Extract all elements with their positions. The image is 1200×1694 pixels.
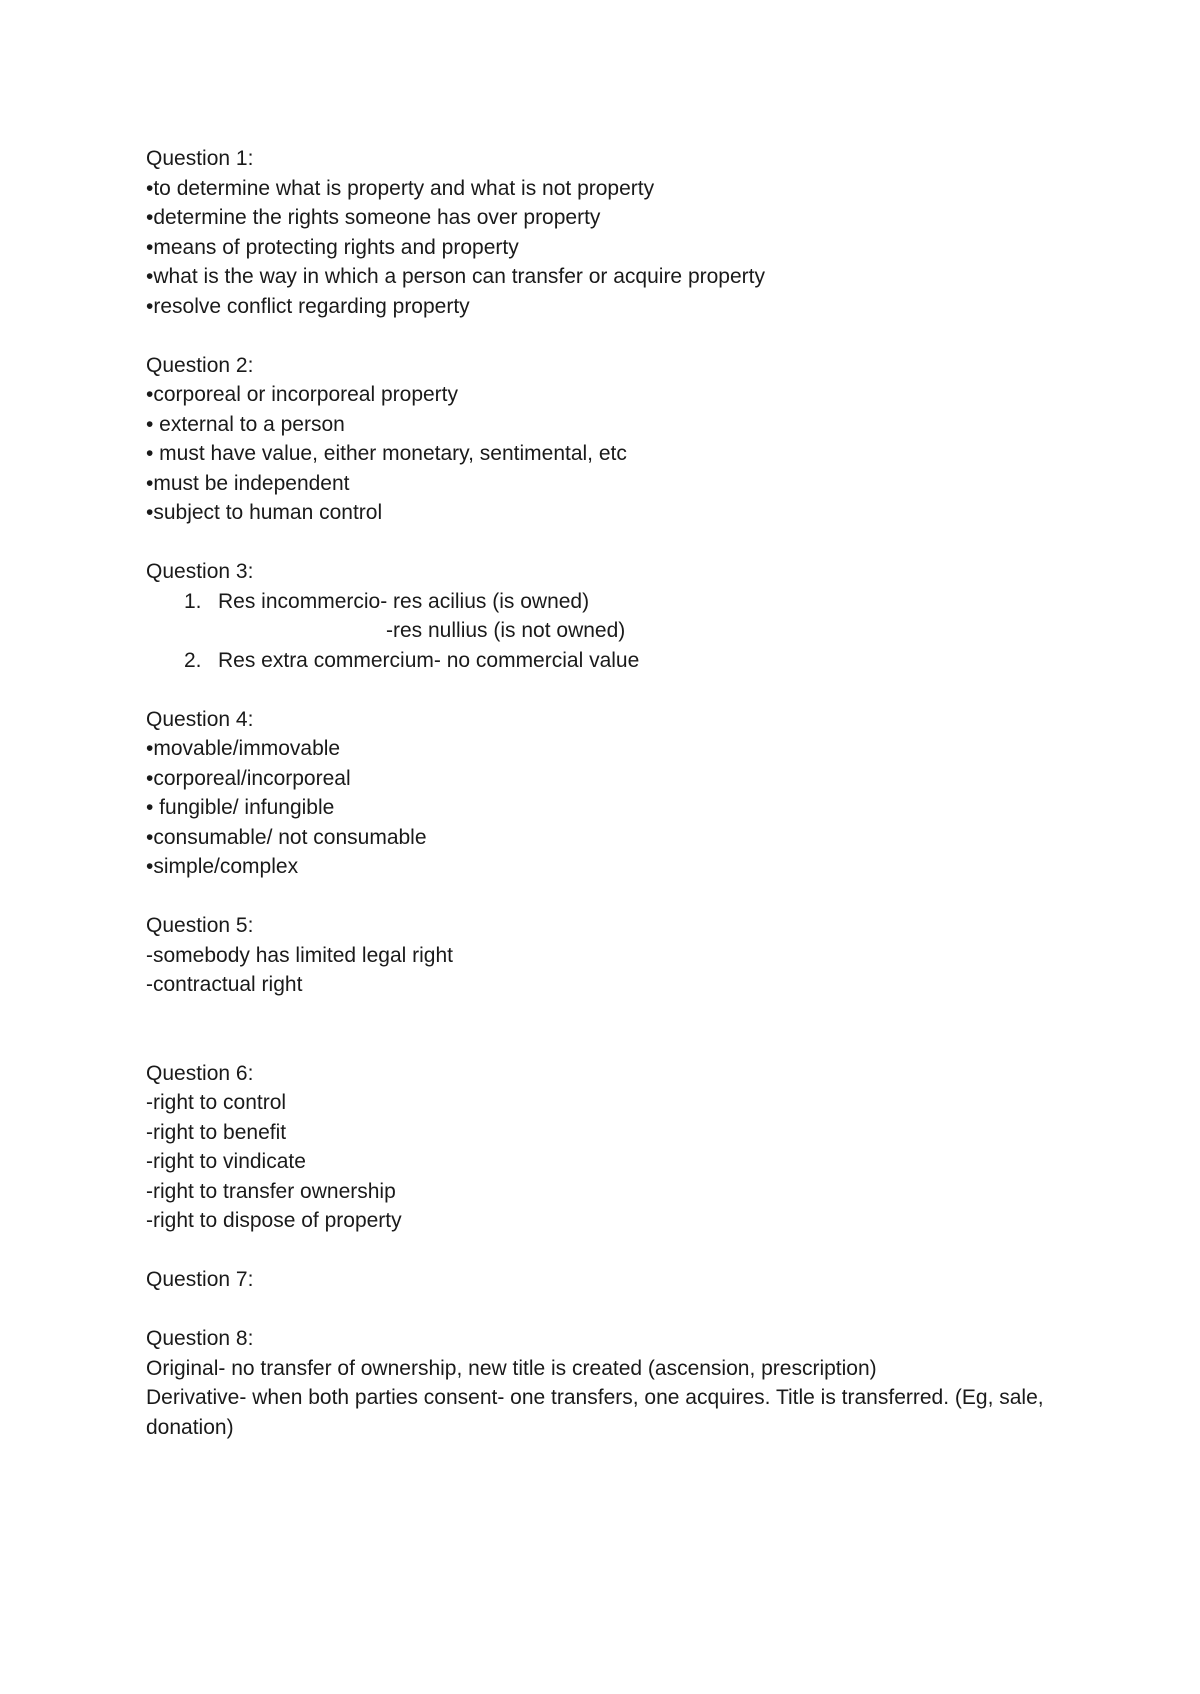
document-body [146,144,1066,1442]
question-4-section [146,705,1066,882]
item-text: Res extra commercium- no commercial value [218,648,640,672]
question-5-title: Question 5: [146,914,254,937]
question-1-title: Question 1: [146,147,254,170]
numbered-item [146,587,1066,617]
question-8-section [146,1324,1066,1442]
list-item: •consumable/ not consumable [146,825,427,849]
spacer [146,1295,1066,1325]
list-item: -right to control [146,1091,287,1114]
spacer [146,675,1066,705]
spacer [146,528,1066,558]
question-1-section [146,144,1066,321]
list-item: •corporeal or incorporeal property [146,383,459,406]
numbered-item-continuation: -res nullius (is not owned) [386,619,626,642]
list-item: • must have value, either monetary, sentimental, etc [146,442,627,465]
list-item: -right to vindicate [146,1150,306,1173]
question-3-section [146,557,1066,675]
question-5-section [146,911,1066,1000]
list-item: •simple/complex [146,855,299,878]
spacer [146,321,1066,351]
question-2-title: Question 2: [146,353,254,377]
list-item: •means of protecting rights and property [146,235,519,259]
question-4-title: Question 4: [146,707,254,731]
list-item: • fungible/ infungible [146,796,335,819]
question-8-title: Question 8: [146,1327,254,1350]
item-number: 2. [184,648,202,672]
question-3-title: Question 3: [146,560,254,583]
paragraph-derivative: Derivative- when both parties consent- one transfers, one acquires. Title is transferred. (Eg, sale, donation) [146,1386,1044,1439]
list-item: •what is the way in which a person can transfer or acquire property [146,265,765,288]
list-item: •determine the rights someone has over property [146,206,601,229]
list-item: •subject to human control [146,501,383,524]
list-item: •to determine what is property and what is not property [146,176,655,200]
list-item: •corporeal/incorporeal [146,766,351,790]
list-item: •must be independent [146,471,350,495]
question-7-section [146,1265,1066,1295]
paragraph-original: Original- no transfer of ownership, new title is created (ascension, prescription) [146,1356,877,1380]
list-item: -right to dispose of property [146,1209,402,1232]
list-item: -right to transfer ownership [146,1179,396,1203]
item-number: 1. [184,589,202,613]
list-item: • external to a person [146,412,345,436]
list-item: -contractual right [146,973,303,996]
list-item: -right to benefit [146,1120,287,1144]
list-item: •resolve conflict regarding property [146,294,470,318]
item-text: Res incommercio- res acilius (is owned) [218,589,590,613]
spacer [146,1236,1066,1266]
spacer [146,1000,1066,1059]
list-item: -somebody has limited legal right [146,943,453,967]
list-item: •movable/immovable [146,737,341,760]
question-6-title: Question 6: [146,1061,254,1085]
question-7-title: Question 7: [146,1268,254,1291]
numbered-item [146,646,1066,676]
question-2-section [146,351,1066,528]
question-6-section [146,1059,1066,1236]
spacer [146,882,1066,912]
